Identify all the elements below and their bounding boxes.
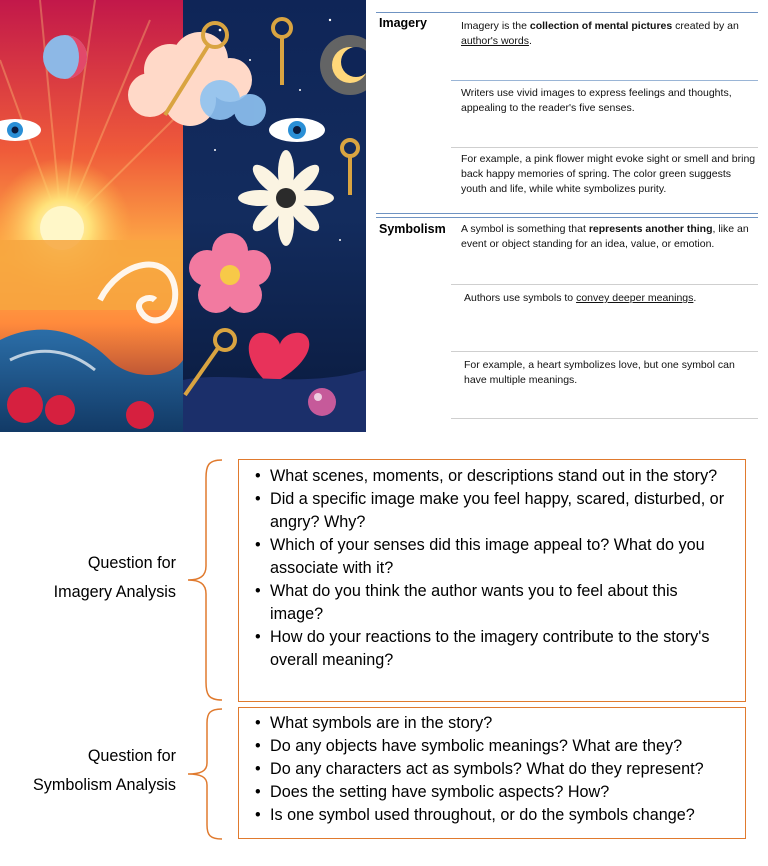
imagery-question-label xyxy=(20,552,176,604)
row-divider xyxy=(451,351,758,352)
symbolism-questions-box xyxy=(238,707,746,839)
symbolism-brace xyxy=(186,707,226,841)
imagery-questions-box xyxy=(238,459,746,702)
imagery-question-list xyxy=(249,465,735,672)
symbolism-question-label xyxy=(10,745,176,797)
question-item: • Do any objects have symbolic meanings? What are they? xyxy=(249,735,735,758)
question-item: • Which of your senses did this image appeal to? What do you associate with it? xyxy=(249,534,735,580)
label-line: Question for xyxy=(87,747,176,765)
row-divider xyxy=(451,147,758,148)
symbolism-question-list xyxy=(249,712,735,827)
imagery-brace xyxy=(186,458,226,702)
question-item: • Is one symbol used throughout, or do the symbols change? xyxy=(249,804,735,827)
question-item: • Do any characters act as symbols? What do they represent? xyxy=(249,758,735,781)
row-divider xyxy=(451,284,758,285)
table-top-rule xyxy=(376,12,758,13)
label-line: Symbolism Analysis xyxy=(32,776,176,794)
label-line: Question for xyxy=(87,554,176,572)
label-line: Imagery Analysis xyxy=(53,583,176,601)
section-divider xyxy=(376,213,758,214)
imagery-symbolism-illustration xyxy=(0,0,366,432)
question-item: • What symbols are in the story? xyxy=(249,712,735,735)
question-item: • Did a specific image make you feel happy, scared, disturbed, or angry? Why? xyxy=(249,488,735,534)
term-imagery: Imagery xyxy=(379,16,427,30)
question-item: • How do your reactions to the imagery contribute to the story's overall meaning? xyxy=(249,626,735,672)
section-divider xyxy=(376,217,758,218)
question-item: • What scenes, moments, or descriptions stand out in the story? xyxy=(249,465,735,488)
symbolism-purpose: Authors use symbols to convey deeper meanings. xyxy=(464,292,697,304)
imagery-example: For example, a pink flower might evoke sight or smell and bring back happy memories of spring. The color green suggests youth and life, while white symbolizes purity. xyxy=(461,153,756,195)
question-item: • Does the setting have symbolic aspects? How? xyxy=(249,781,735,804)
symbolism-definition: A symbol is something that represents another thing, like an event or object standing for an idea, value, or emotion. xyxy=(461,223,749,250)
term-symbolism: Symbolism xyxy=(379,222,446,236)
table-bottom-rule xyxy=(451,418,758,419)
imagery-senses-note: Writers use vivid images to express feelings and thoughts, appealing to the reader's five senses. xyxy=(461,87,732,114)
row-divider xyxy=(451,80,758,81)
imagery-definition: Imagery is the collection of mental pictures created by an author's words. xyxy=(461,20,739,47)
question-item: • What do you think the author wants you to feel about this image? xyxy=(249,580,735,626)
symbolism-example: For example, a heart symbolizes love, but one symbol can have multiple meanings. xyxy=(464,359,735,386)
